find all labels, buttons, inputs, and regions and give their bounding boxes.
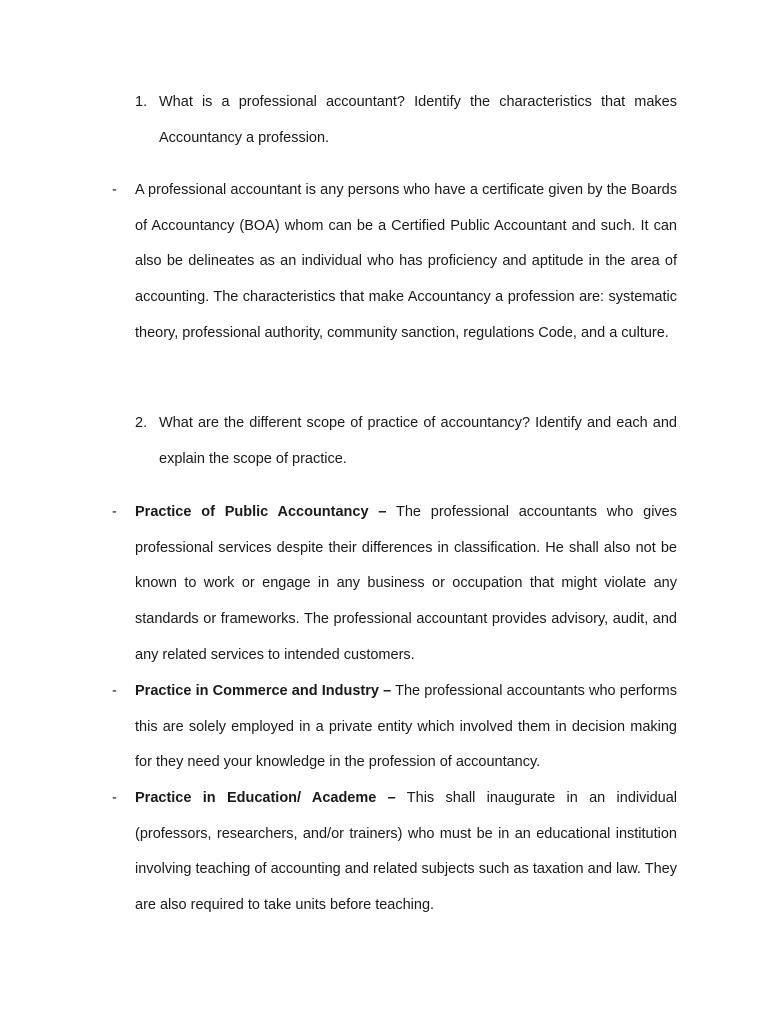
bullet-dash: - [112,504,117,520]
practice-description: This shall inaugurate in an individual (professors, researchers, and/or trainers) who must be in an educational institution involving teaching of accounting and related subjects such as taxation and law. They are also required to take units before teaching. [135,790,677,914]
practice-body [135,674,677,781]
practice-description: The professional accountants who gives professional services despite their differences in classification. He shall also not be known to work or engage in any business or occupation that might violate any standards or frameworks. The professional accountant provides advisory, audit, and any related services to intended customers. [135,504,677,663]
practice-public-accountancy [112,495,677,674]
answer-1 [112,173,677,352]
practice-education-academe [112,781,677,924]
practice-body [135,495,677,674]
practice-description: The professional accountants who performs this are solely employed in a private entity which involved them in decision making for they need your knowledge in the profession of accountancy. [135,683,677,771]
practice-commerce-industry [112,674,677,781]
question-text: What are the different scope of practice of accountancy? Identify and each and explain the scope of practice. [159,415,677,467]
practice-term: Practice of Public Accountancy – [135,504,387,520]
bullet-dash: - [112,182,117,198]
practice-term: Practice in Education/ Academe – [135,790,396,806]
question-2 [135,406,677,477]
question-number: 2. [135,415,148,431]
question-number: 1. [135,94,148,110]
practice-term: Practice in Commerce and Industry – [135,683,392,699]
question-1 [135,85,677,156]
question-text: What is a professional accountant? Identify the characteristics that makes Accountancy a profession. [159,94,677,146]
practice-body [135,781,677,924]
answer-text: A professional accountant is any persons who have a certificate given by the Boards of Accountancy (BOA) whom can be a Certified Public Accountant and such. It can also be delineates as an individual who has proficiency and aptitude in the area of accounting. The characteristics that make Accountancy a profession are: systematic theory, professional authority, community sanction, regulations Code, and a culture. [135,182,677,341]
bullet-dash: - [112,790,117,806]
bullet-dash: - [112,683,117,699]
